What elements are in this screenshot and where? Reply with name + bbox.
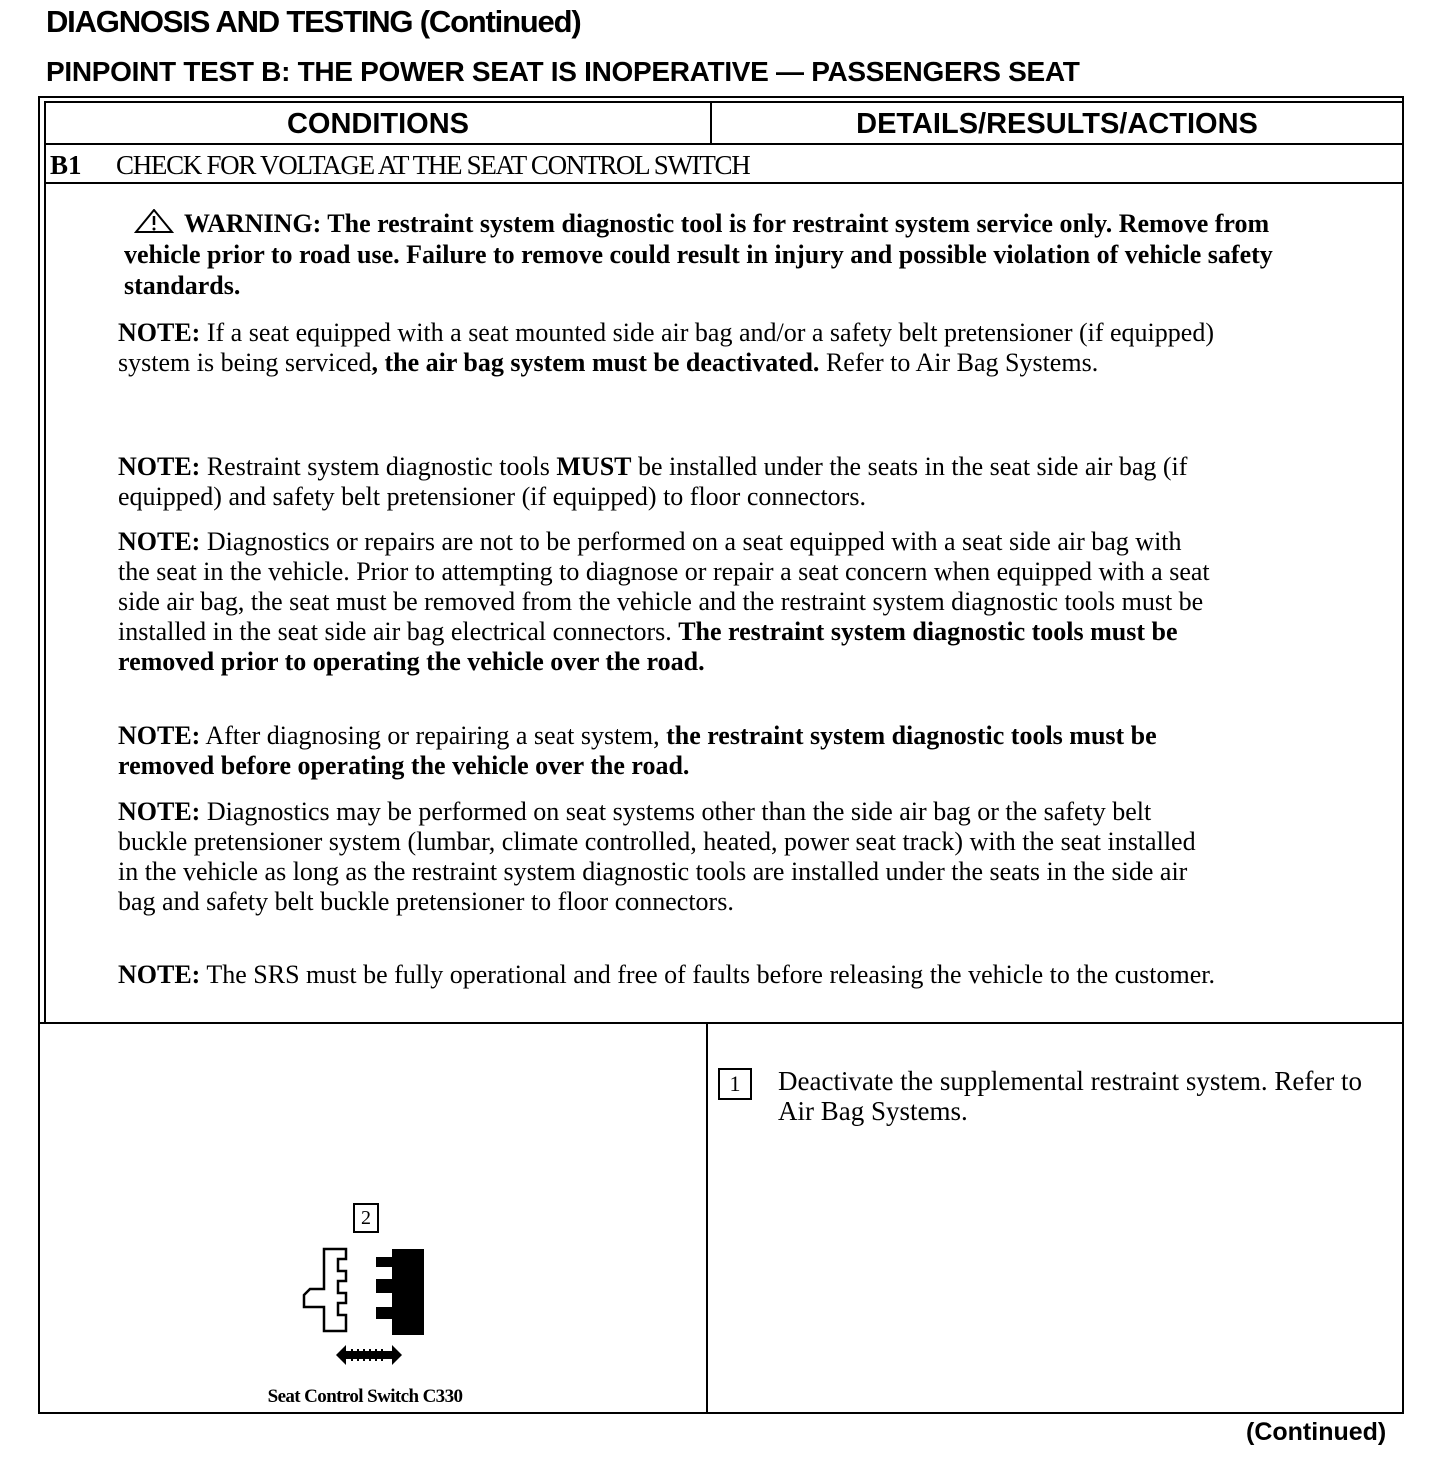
- callout-number: 2: [353, 1203, 379, 1233]
- action-step-text: Deactivate the supplemental restraint system. Refer to Air Bag Systems.: [778, 1066, 1363, 1126]
- note-2: NOTE: Restraint system diagnostic tools MUST be installed under the seats in the seat side air bag (if equipped) and safety belt pretensioner (if equipped) to floor connectors.: [118, 452, 1188, 511]
- column-header-actions: DETAILS/RESULTS/ACTIONS: [856, 108, 1258, 140]
- notes-bottom-rule: [38, 1022, 1404, 1024]
- warning-text: The restraint system diagnostic tool is for restraint system service only. Remove from vehicle prior to road use. Failure to remove could result in injury and possible violation of vehicle safety standards.: [124, 209, 1273, 300]
- note-4: NOTE: After diagnosing or repairing a seat system, the restraint system diagnostic tools must be removed before operating the vehicle over the road.: [118, 721, 1157, 780]
- body-divider: [706, 1022, 708, 1414]
- illustration-caption: Seat Control Switch C330: [267, 1386, 463, 1407]
- continued-label: (Continued): [1246, 1418, 1387, 1446]
- note-6: NOTE: The SRS must be fully operational and free of faults before releasing the vehicle to the customer.: [118, 960, 1216, 989]
- note-label: NOTE:: [118, 318, 201, 347]
- note-label: NOTE:: [118, 452, 201, 481]
- warning-triangle-icon: [134, 209, 174, 233]
- note-5: NOTE: Diagnostics may be performed on seat systems other than the side air bag or the safety belt buckle pretensioner system (lumbar, climate controlled, heated, power seat track) with the seat installed in the vehicle as long as the restraint system diagnostic tools are installed under the seats in the side air bag and safety belt buckle pretensioner to floor connectors.: [118, 797, 1196, 916]
- warning-label: WARNING:: [184, 209, 322, 238]
- note-label: NOTE:: [118, 797, 201, 826]
- note-3: NOTE: Diagnostics or repairs are not to be performed on a seat equipped with a seat side air bag with the seat in the vehicle. Prior to attempting to diagnose or repair a seat concern when equipped with a seat side air bag, the seat must be removed from the vehicle and the restraint system diagnostic tools must be installed in the seat side air bag electrical connectors. The restraint system diagnostic tools must be removed prior to operating the vehicle over the road.: [118, 527, 1210, 676]
- step-title-rule: [44, 182, 1404, 184]
- page-heading: DIAGNOSIS AND TESTING (Continued): [46, 4, 581, 39]
- action-step-number: 1: [718, 1068, 752, 1100]
- warning-block: [124, 208, 1304, 301]
- step-id: B1: [50, 150, 82, 180]
- connector-diagram-icon: [300, 1245, 430, 1375]
- table-top-rule: [44, 101, 1404, 103]
- note-label: NOTE:: [118, 960, 201, 989]
- pinpoint-test-title: PINPOINT TEST B: THE POWER SEAT IS INOPERATIVE — PASSENGERS SEAT: [46, 56, 1080, 87]
- note-label: NOTE:: [118, 527, 201, 556]
- note-1: NOTE: If a seat equipped with a seat mounted side air bag and/or a safety belt pretensioner (if equipped) system is being serviced, the air bag system must be deactivated. Refer to Air Bag Systems.: [118, 318, 1214, 377]
- note-label: NOTE:: [118, 721, 201, 750]
- column-header-conditions: CONDITIONS: [286, 108, 470, 140]
- step-title: CHECK FOR VOLTAGE AT THE SEAT CONTROL SWITCH: [116, 150, 750, 180]
